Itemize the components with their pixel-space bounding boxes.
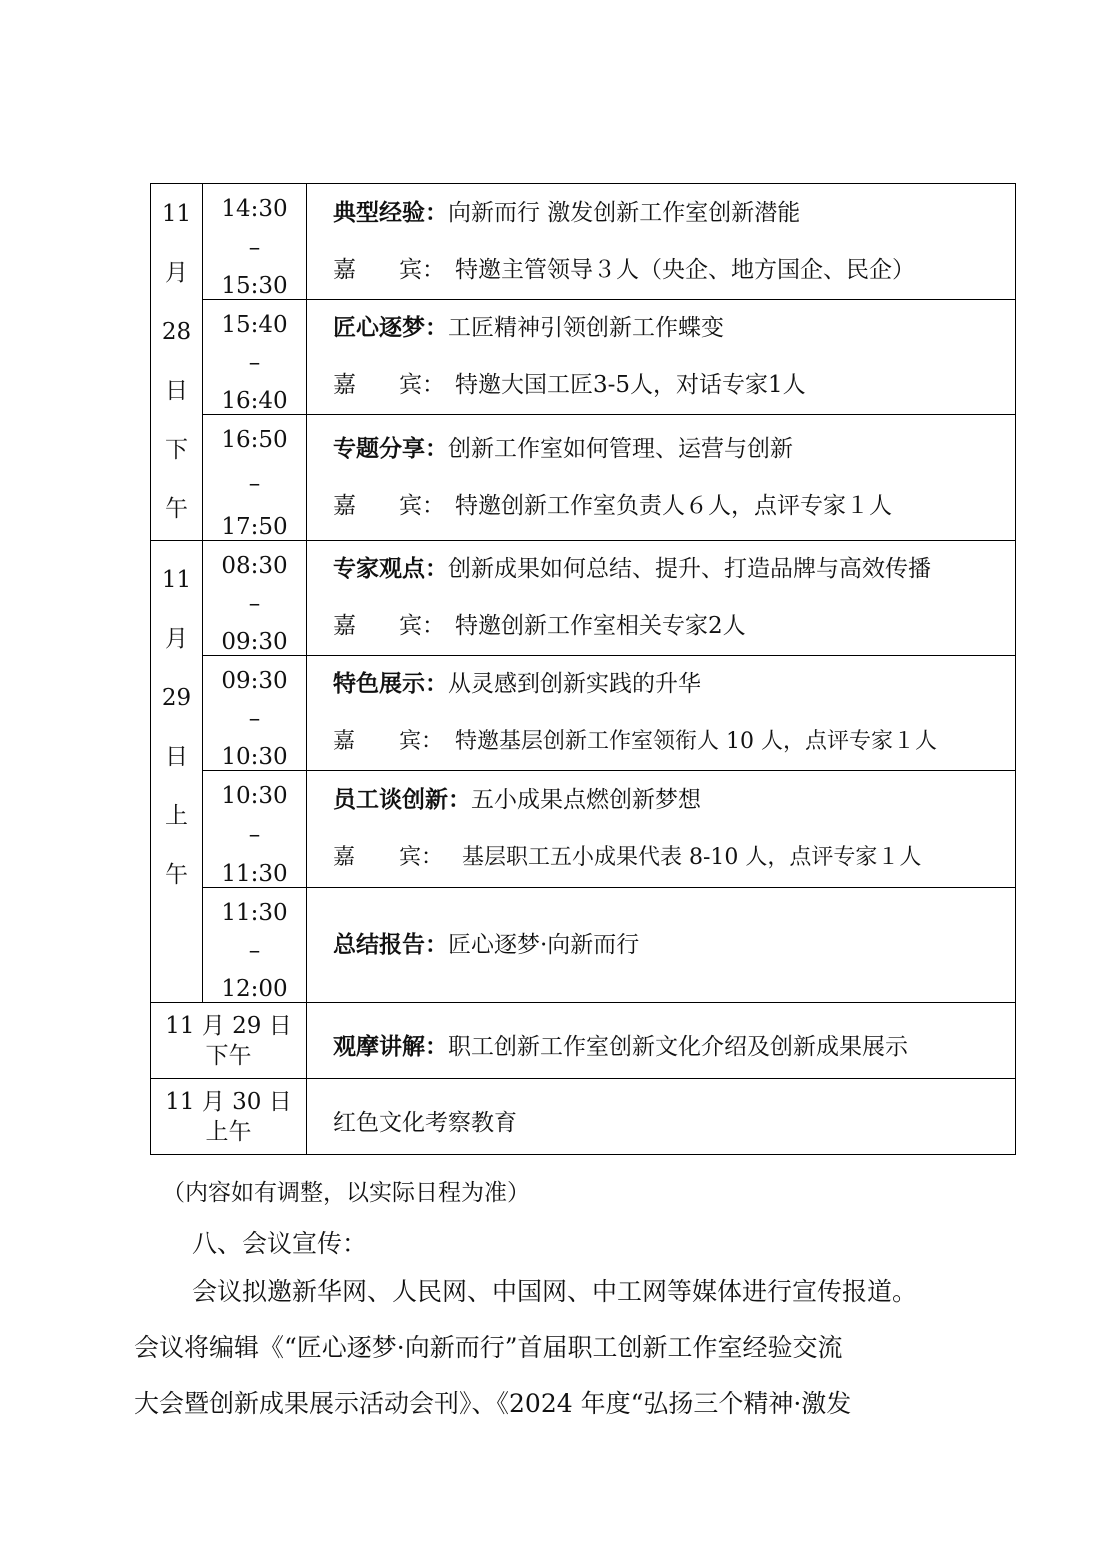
time-dash: – xyxy=(248,706,261,732)
guest-label: 宾： xyxy=(399,372,445,398)
topic-label: 专题分享： xyxy=(333,435,448,462)
day2-char: 月 xyxy=(165,626,188,652)
time-cell xyxy=(203,300,307,415)
session-cell xyxy=(307,1079,1016,1155)
date-line: 11 月 29 日 xyxy=(165,1012,292,1039)
time-dash: – xyxy=(248,350,261,376)
day2-char: 日 xyxy=(165,744,188,770)
guest-label: 嘉 xyxy=(333,256,356,283)
time-start: 10:30 xyxy=(221,783,288,809)
session-cell xyxy=(307,888,1016,1003)
table-row xyxy=(151,1079,1016,1155)
table-row xyxy=(151,888,1016,1003)
guest-label: 嘉 xyxy=(333,845,356,870)
topic-text: 匠心逐梦·向新而行 xyxy=(448,931,640,958)
topic-text: 创新成果如何总结、提升、打造品牌与高效传播 xyxy=(448,556,931,582)
date-cell xyxy=(151,1079,307,1155)
table-row xyxy=(151,541,1016,656)
time-cell xyxy=(203,771,307,888)
time-end: 12:00 xyxy=(221,976,288,1002)
day2-char: 午 xyxy=(165,862,188,888)
topic-text: 五小成果点燃创新梦想 xyxy=(471,787,701,813)
guest-label: 嘉 xyxy=(333,729,356,754)
day1-char: 28 xyxy=(161,319,192,345)
day1-char: 下 xyxy=(165,437,188,463)
date-line: 下午 xyxy=(205,1042,252,1069)
time-dash: – xyxy=(248,822,261,848)
guest-label: 宾： xyxy=(399,492,445,519)
time-end: 17:50 xyxy=(221,514,288,540)
date-cell xyxy=(151,1003,307,1079)
guest-text: 特邀创新工作室负责人６人，点评专家１人 xyxy=(455,492,892,519)
time-start: 14:30 xyxy=(221,196,288,222)
paragraph-line: 大会暨创新成果展示活动会刊》、《2024 年度“弘扬三个精神·激发 xyxy=(134,1389,852,1418)
day1-char: 月 xyxy=(165,260,188,286)
time-end: 10:30 xyxy=(221,744,288,770)
date-line: 上午 xyxy=(205,1118,252,1145)
session-cell xyxy=(307,415,1016,541)
guest-label: 宾： xyxy=(399,256,445,283)
time-cell xyxy=(203,888,307,1003)
day2-char: 上 xyxy=(165,803,188,829)
day2-char: 29 xyxy=(161,685,192,711)
topic-label: 匠心逐梦： xyxy=(333,315,448,341)
guest-text: 特邀基层创新工作室领衔人 10 人，点评专家１人 xyxy=(455,729,937,754)
guest-text: 特邀大国工匠3-5人，对话专家1人 xyxy=(455,372,806,398)
topic-text: 向新而行 激发创新工作室创新潜能 xyxy=(448,199,801,226)
time-start: 11:30 xyxy=(221,900,288,926)
time-cell xyxy=(203,184,307,300)
topic-label: 专家观点： xyxy=(333,556,448,582)
topic-label: 总结报告： xyxy=(333,931,448,958)
table-row xyxy=(151,771,1016,888)
time-end: 11:30 xyxy=(221,861,288,887)
time-end: 16:40 xyxy=(221,388,288,414)
time-start: 15:40 xyxy=(221,312,288,338)
guest-label: 宾： xyxy=(399,613,445,639)
schedule-table xyxy=(150,183,1016,1155)
section-heading: 八、会议宣传： xyxy=(192,1229,368,1258)
time-start: 09:30 xyxy=(221,668,288,694)
session-cell xyxy=(307,656,1016,771)
time-cell xyxy=(203,656,307,771)
time-start: 08:30 xyxy=(221,553,288,579)
session-cell xyxy=(307,184,1016,300)
session-text: 红色文化考察教育 xyxy=(333,1110,517,1136)
day1-cell xyxy=(151,184,203,541)
publicity-paragraph xyxy=(134,1274,984,1442)
guest-text: 基层职工五小成果代表 8-10 人，点评专家１人 xyxy=(455,845,922,870)
time-cell xyxy=(203,415,307,541)
topic-label: 特色展示： xyxy=(333,671,448,697)
time-dash: – xyxy=(248,591,261,617)
session-cell xyxy=(307,541,1016,656)
topic-text: 从灵感到创新实践的升华 xyxy=(448,671,701,697)
session-cell xyxy=(307,300,1016,415)
day2-cell xyxy=(151,541,203,1003)
time-dash: – xyxy=(248,470,261,497)
guest-label: 宾： xyxy=(399,729,444,754)
day2-char: 11 xyxy=(161,567,192,593)
day1-char: 11 xyxy=(161,201,192,227)
topic-text: 创新工作室如何管理、运营与创新 xyxy=(448,435,793,462)
paragraph-line: 会议拟邀新华网、人民网、中国网、中工网等媒体进行宣传报道。 xyxy=(192,1277,918,1306)
guest-label: 嘉 xyxy=(333,372,356,398)
time-start: 16:50 xyxy=(221,427,288,453)
time-dash: – xyxy=(248,234,261,261)
topic-label: 观摩讲解： xyxy=(333,1034,448,1060)
time-dash: – xyxy=(248,938,261,964)
day1-char: 日 xyxy=(165,378,188,404)
time-cell xyxy=(203,541,307,656)
topic-label: 员工谈创新： xyxy=(333,787,471,813)
topic-text: 职工创新工作室创新文化介绍及创新成果展示 xyxy=(448,1034,908,1060)
guest-text: 特邀主管领导３人（央企、地方国企、民企） xyxy=(455,256,915,283)
guest-label: 嘉 xyxy=(333,613,356,639)
topic-label: 典型经验： xyxy=(333,199,448,226)
table-row xyxy=(151,184,1016,300)
table-row xyxy=(151,656,1016,771)
table-row xyxy=(151,1003,1016,1079)
guest-label: 嘉 xyxy=(333,492,356,519)
date-line: 11 月 30 日 xyxy=(165,1088,292,1115)
day1-char: 午 xyxy=(165,496,188,522)
time-end: 15:30 xyxy=(221,273,288,299)
time-end: 09:30 xyxy=(221,629,288,655)
guest-text: 特邀创新工作室相关专家2人 xyxy=(455,613,746,639)
session-cell xyxy=(307,771,1016,888)
guest-label: 宾： xyxy=(399,845,444,870)
table-row xyxy=(151,300,1016,415)
session-cell xyxy=(307,1003,1016,1079)
adjustment-note: （内容如有调整，以实际日程为准） xyxy=(162,1180,530,1206)
topic-text: 工匠精神引领创新工作蝶变 xyxy=(448,315,724,341)
table-row xyxy=(151,415,1016,541)
paragraph-line: 会议将编辑《“匠心逐梦·向新而行”首届职工创新工作室经验交流 xyxy=(134,1333,843,1362)
